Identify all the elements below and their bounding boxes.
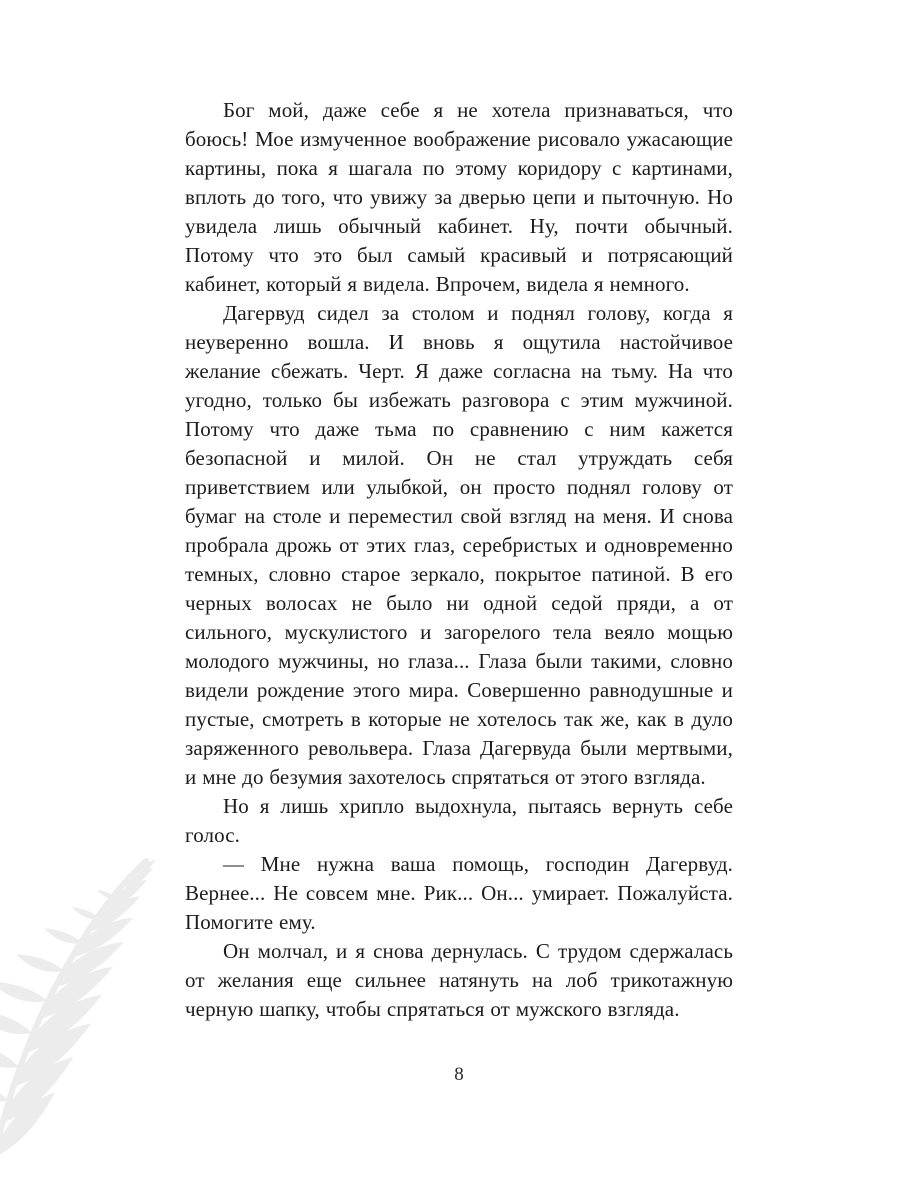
- paragraph-2: Дагервуд сидел за столом и поднял голову, когда я неуверенно вошла. И вновь я ощутила настойчивое желание сбежать. Черт. Я даже согласна на тьму. На что угодно, только бы избежать разговора с этим мужчиной. Потому что даже тьма по сравнению с ним кажется безопасной и милой. Он не стал утруждать себя приветствием или улыбкой, он просто поднял голову от бумаг на столе и переместил свой взгляд на меня. И снова пробрала дрожь от этих глаз, серебристых и одновременно темных, словно старое зеркало, покрытое патиной. В его черных волосах не было ни одной седой пряди, а от сильного, мускулистого и загорелого тела веяло мощью молодого мужчины, но глаза... Глаза были такими, словно видели рождение этого мира. Совершенно равнодушные и пустые, смотреть в которые не хотелось так же, как в дуло заряженного револьвера. Глаза Дагервуда были мертвыми, и мне до безумия захотелось спрятаться от этого взгляда.: [185, 301, 733, 789]
- paragraph-dialogue: — Мне нужна ваша помощь, господин Дагервуд. Вернее... Не совсем мне. Рик... Он... умирает. Пожалуйста. Помогите ему.: [185, 852, 733, 934]
- paragraph-3: Но я лишь хрипло выдохнула, пытаясь вернуть себе голос.: [185, 794, 733, 847]
- paragraph-1: Бог мой, даже себе я не хотела признаваться, что боюсь! Мое измученное воображение рисовало ужасающие картины, пока я шагала по этому коридору с картинами, вплоть до того, что увижу за дверью цепи и пыточную. Но увидела лишь обычный кабинет. Ну, почти обычный. Потому что это был самый красивый и потрясающий кабинет, который я видела. Впрочем, видела я немного.: [185, 98, 733, 296]
- fern-watermark-icon: [0, 765, 202, 1185]
- text-block: [185, 96, 733, 1024]
- paragraph-4: Он молчал, и я снова дернулась. С трудом сдержалась от желания еще сильнее натянуть на лоб трикотажную черную шапку, чтобы спрятаться от мужского взгляда.: [185, 939, 733, 1021]
- page-number: 8: [454, 1064, 464, 1085]
